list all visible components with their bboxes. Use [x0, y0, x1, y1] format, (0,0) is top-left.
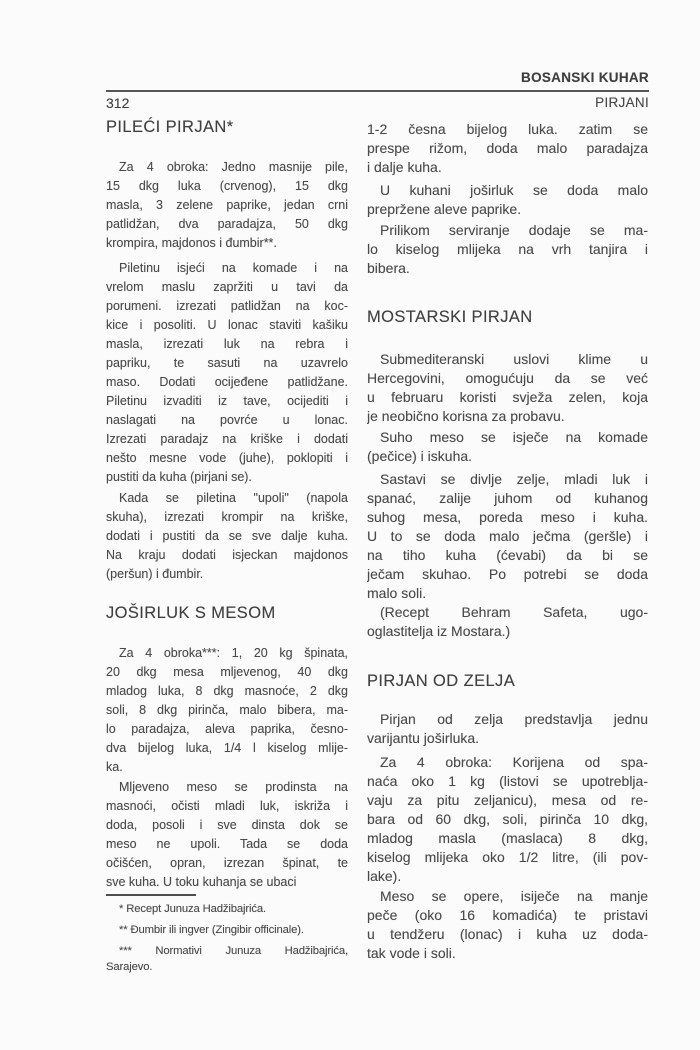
mostarski-pirjan-p2: Suho meso se isječe na komade (pečice) i iskuha. — [367, 429, 648, 464]
mostarski-pirjan-p1: Submediteranski uslovi klime u Hercegovini, omogućuju da se već u februaru koristi svježa zelen, koja je neobično korisna za probavu. — [367, 351, 648, 424]
pirjan-od-zelja-p1: Pirjan od zelja predstavlja jednu varijantu joširluka. — [367, 711, 648, 746]
josirluk-continuation-p2: U kuhani joširluk se doda malo prepržene aleve paprike. — [367, 182, 648, 217]
book-title: BOSANSKI KUHAR — [521, 70, 649, 85]
pirjan-od-zelja-ingredients: Za 4 obroka: Korijena od spa- naća oko 1 kg (listovi se upotreblja- vaju za pitu zeljanicu), mesa od re- bara od 60 dkg, soli, pirinča 10 dkg, mladog masla (maslaca) 8 dkg, kiselog mlijeka oko 1/2 litre, (ili pov- lake). — [367, 754, 648, 884]
footnote-1: * Recept Junuza Hadžibajrića. — [119, 903, 266, 915]
chapter-title: PIRJANI — [595, 95, 649, 110]
mostarski-pirjan-credit: (Recept Behram Safeta, ugo- oglastitelja iz Mostara.) — [367, 604, 648, 639]
josirluk-continuation-p3: Prilikom serviranje dodaje se ma- lo kiselog mlijeka na vrh tanjira i bibera. — [367, 222, 648, 276]
mostarski-pirjan-p3: Sastavi se divlje zelje, mladi luk i spanać, zalije juhom od kuhanog suhog mesa, poreda meso i kuha. U to se doda malo ječma (geršle) i na tiho kuha (ćevabi) da bi se ječam skuhao. Po potrebi se doda malo soli. — [367, 471, 648, 601]
pileci-pirjan-ingredients: Za 4 obroka: Jedno masnije pile, 15 dkg luka (crvenog), 15 dkg masla, 3 zelene paprike, jedan crni patlidžan, dva paradajza, 50 dkg krompira, majdonos i đumbir**. — [106, 160, 348, 250]
recipe-title-mostarski-pirjan: MOSTARSKI PIRJAN — [367, 308, 533, 326]
josirluk-continuation-p1: 1-2 česna bijelog luka. zatim se prespe rižom, doda malo paradajza i dalje kuha. — [367, 121, 648, 175]
josirluk-ingredients: Za 4 obroka***: 1, 20 kg špinata, 20 dkg mesa mljevenog, 40 dkg mladog luka, 8 dkg masnoće, 2 dkg soli, 8 dkg pirinča, malo bibera, ma- lo paradajza, aleva paprika, česno- dva bijelog luka, 1/4 l kiselog mlije- ka. — [106, 646, 348, 774]
pileci-pirjan-step1: Piletinu isjeći na komade i na vrelom maslu zapržiti u tavi da porumeni. izrezati patlidžan na koc- kice i posoliti. U lonac staviti kašiku masla, izrezati luk na rebra i papriku, te sasuti na uzavrelo maso. Dodati ocijeđene patlidžane. Piletinu izvaditi iz tave, ocijediti i naslagati na povrće u lonac. Izrezati paradajz na kriške i dodati nešto mesne vode (juhe), poklopiti i pustiti da kuha (pirjani se). — [106, 261, 348, 484]
header-rule — [106, 90, 649, 92]
footnote-2: ** Đumbir ili ingver (Zingibir officinale). — [119, 924, 304, 936]
recipe-title-pileci-pirjan: PILEĆI PIRJAN* — [106, 118, 234, 136]
josirluk-step1: Mljeveno meso se prodinsta na masnoći, očisti mladi luk, iskriža i doda, posoli i sve dinsta dok se meso ne upoli. Tada se doda očišćen, opran, izrezan špinat, te sve kuha. U toku kuhanja se ubaci — [106, 780, 348, 889]
page-number: 312 — [106, 95, 130, 111]
pileci-pirjan-step2: Kada se piletina "upoli" (napola skuha), izrezati krompir na kriške, dodati i pustiti da se sve dalje kuha. Na kraju dodati isjeckan majdonos (peršun) i đumbir. — [106, 491, 348, 581]
recipe-title-pirjan-od-zelja: PIRJAN OD ZELJA — [367, 672, 516, 690]
footnote-divider — [106, 894, 196, 896]
right-column — [367, 112, 648, 963]
pirjan-od-zelja-step1: Meso se opere, isiječe na manje peče (oko 16 komadića) te pristavi u tendžeru (lonac) i kuha uz doda- tak vode i soli. — [367, 888, 648, 961]
recipe-title-josirluk-s-mesom: JOŠIRLUK S MESOM — [106, 604, 276, 622]
left-column — [106, 112, 348, 975]
footnote-3: *** Normativi Junuza Hadžibajrića, Sarajevo. — [106, 945, 348, 973]
